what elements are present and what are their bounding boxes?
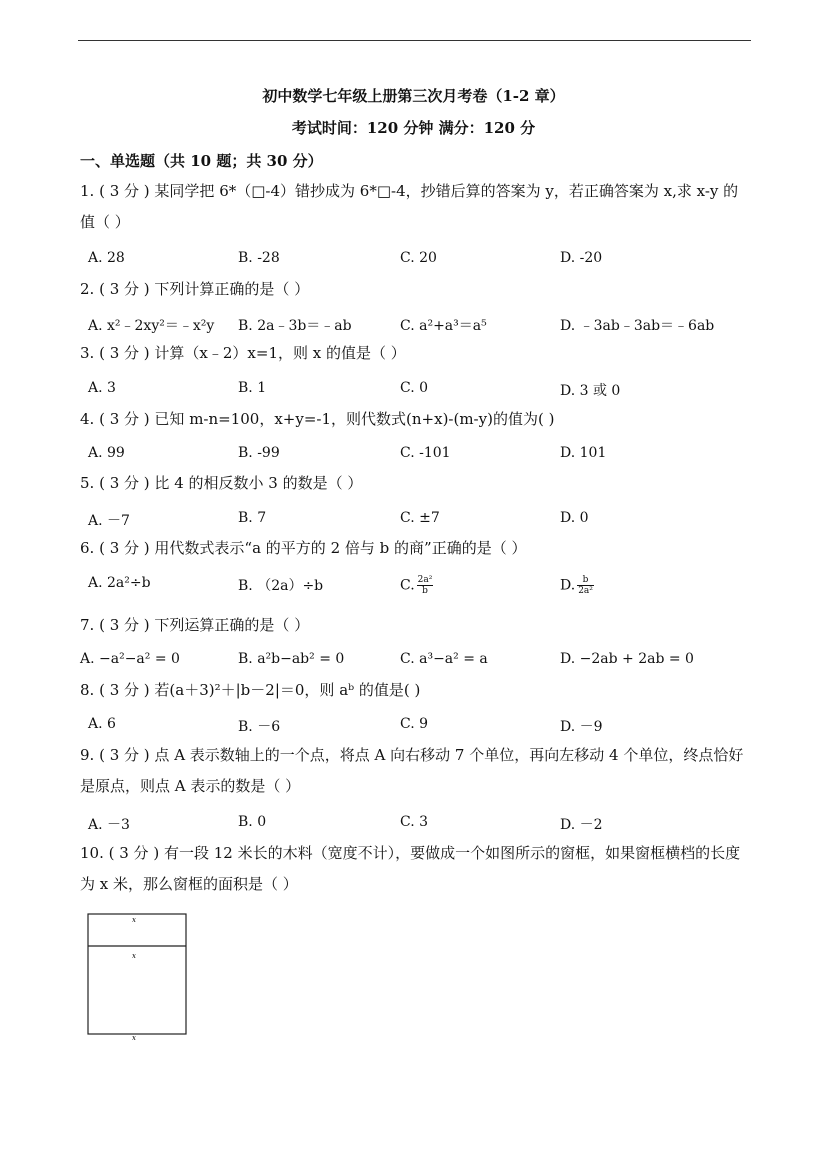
question-4 — [80, 404, 752, 435]
option-c[interactable]: C. 20 — [400, 250, 437, 266]
question-text: 若(a＋3)²＋|b－2|＝0，则 aᵇ 的值是( ) — [154, 681, 421, 699]
question-prefix: 9. ( 3 分 ) — [80, 746, 150, 764]
option-c[interactable]: C. 0 — [400, 380, 429, 396]
option-a[interactable]: A. 28 — [88, 250, 125, 266]
option-a[interactable]: A. −a²−a² = 0 — [80, 651, 180, 667]
question-3 — [80, 338, 752, 369]
question-3-options — [88, 380, 752, 406]
option-c[interactable]: C. ±7 — [400, 510, 440, 526]
label-bottom: x — [132, 1034, 136, 1041]
option-c[interactable]: C. -101 — [400, 445, 451, 461]
option-b[interactable]: B. （2a）÷b — [238, 578, 324, 594]
option-d[interactable]: D. 3 或 0 — [560, 383, 621, 399]
numerator: b — [577, 575, 594, 586]
question-prefix: 7. ( 3 分 ) — [80, 616, 150, 634]
option-d[interactable]: D. -20 — [560, 250, 603, 266]
question-prefix: 4. ( 3 分 ) — [80, 410, 150, 428]
question-prefix: 1. ( 3 分 ) — [80, 182, 150, 200]
option-c[interactable] — [400, 575, 433, 596]
fraction — [577, 575, 594, 596]
option-d[interactable]: D. －9 — [560, 719, 603, 735]
option-b[interactable]: B. a²b−ab² = 0 — [238, 651, 345, 667]
question-1-options — [88, 250, 752, 276]
question-text: 有一段 12 米长的木料（宽度不计），要做成一个如图所示的窗框，如果窗框横档的长度为 x 米，那么窗框的面积是（ ） — [80, 844, 741, 893]
option-b[interactable]: B. 7 — [238, 510, 267, 526]
question-7-options — [80, 651, 744, 677]
option-a[interactable]: A. 6 — [88, 716, 116, 732]
denominator: b — [422, 586, 428, 596]
question-text: 点 A 表示数轴上的一个点，将点 A 向右移动 7 个单位，再向左移动 4 个单位，终点恰好是原点，则点 A 表示的数是（ ） — [80, 746, 744, 795]
question-5 — [80, 468, 752, 499]
section-heading: 一、单选题（共 10 题；共 30 分） — [80, 152, 323, 170]
question-6 — [80, 533, 752, 564]
question-9 — [80, 740, 752, 802]
question-prefix: 5. ( 3 分 ) — [80, 474, 150, 492]
option-c[interactable]: C. a³−a² = a — [400, 651, 488, 667]
question-text: 比 4 的相反数小 3 的数是（ ） — [154, 474, 363, 492]
option-b[interactable]: B. 1 — [238, 380, 267, 396]
option-c[interactable]: C. 9 — [400, 716, 429, 732]
question-prefix: 2. ( 3 分 ) — [80, 280, 150, 298]
question-6-options — [88, 575, 752, 605]
option-b[interactable]: B. -28 — [238, 250, 280, 266]
question-prefix: 8. ( 3 分 ) — [80, 681, 150, 699]
option-d[interactable]: D. 101 — [560, 445, 607, 461]
question-7 — [80, 610, 752, 641]
option-d[interactable]: D. ﹣3ab﹣3ab＝﹣6ab — [560, 318, 715, 334]
option-a[interactable]: A. x²﹣2xy²＝﹣x²y — [88, 318, 215, 334]
option-b[interactable]: B. －6 — [238, 719, 281, 735]
window-frame-figure — [82, 906, 192, 1041]
option-c[interactable]: C. 3 — [400, 814, 429, 830]
option-d[interactable]: D. －2 — [560, 817, 603, 833]
option-a[interactable]: A. 2a²÷b — [88, 575, 151, 591]
option-a[interactable]: A. 99 — [88, 445, 125, 461]
question-2 — [80, 274, 752, 305]
denominator: 2a² — [578, 586, 593, 596]
numerator: 2a² — [417, 575, 433, 585]
header-rule — [78, 40, 751, 41]
question-8 — [80, 675, 752, 706]
option-b[interactable]: B. 2a﹣3b＝﹣ab — [238, 318, 352, 334]
option-letter: D. — [560, 577, 576, 594]
question-10 — [80, 838, 752, 900]
question-text: 下列运算正确的是（ ） — [154, 616, 310, 634]
question-text: 计算（x﹣2）x=1，则 x 的值是（ ） — [154, 344, 406, 362]
exam-info: 考试时间：120 分钟 满分：120 分 — [291, 119, 536, 137]
option-a[interactable]: A. －7 — [88, 513, 130, 529]
option-a[interactable]: A. －3 — [88, 817, 130, 833]
fraction — [417, 575, 434, 596]
question-text: 用代数式表示“a 的平方的 2 倍与 b 的商”正确的是（ ） — [154, 539, 527, 557]
option-b[interactable]: B. -99 — [238, 445, 280, 461]
label-top: x — [132, 916, 136, 924]
question-9-options — [88, 814, 752, 840]
question-prefix: 10. ( 3 分 ) — [80, 844, 160, 862]
option-a[interactable]: A. 3 — [88, 380, 116, 396]
option-d[interactable] — [560, 575, 594, 596]
option-d[interactable]: D. −2ab + 2ab = 0 — [560, 651, 694, 667]
question-1 — [80, 176, 752, 238]
question-prefix: 3. ( 3 分 ) — [80, 344, 150, 362]
question-8-options — [88, 716, 752, 742]
question-text: 下列计算正确的是（ ） — [154, 280, 310, 298]
question-prefix: 6. ( 3 分 ) — [80, 539, 150, 557]
label-mid: x — [132, 952, 136, 960]
page-title: 初中数学七年级上册第三次月考卷（1-2 章） — [262, 87, 565, 105]
option-c[interactable]: C. a²+a³＝a⁵ — [400, 318, 487, 334]
frame-outline — [88, 914, 186, 1034]
question-text: 某同学把 6*（□-4）错抄成为 6*□-4，抄错后算的答案为 y，若正确答案为 x,求 x-y 的值（ ） — [80, 182, 739, 231]
option-d[interactable]: D. 0 — [560, 510, 589, 526]
option-b[interactable]: B. 0 — [238, 814, 267, 830]
question-text: 已知 m-n=100，x+y=-1，则代数式(n+x)-(m-y)的值为( ) — [154, 410, 555, 428]
option-letter: C. — [400, 577, 415, 594]
